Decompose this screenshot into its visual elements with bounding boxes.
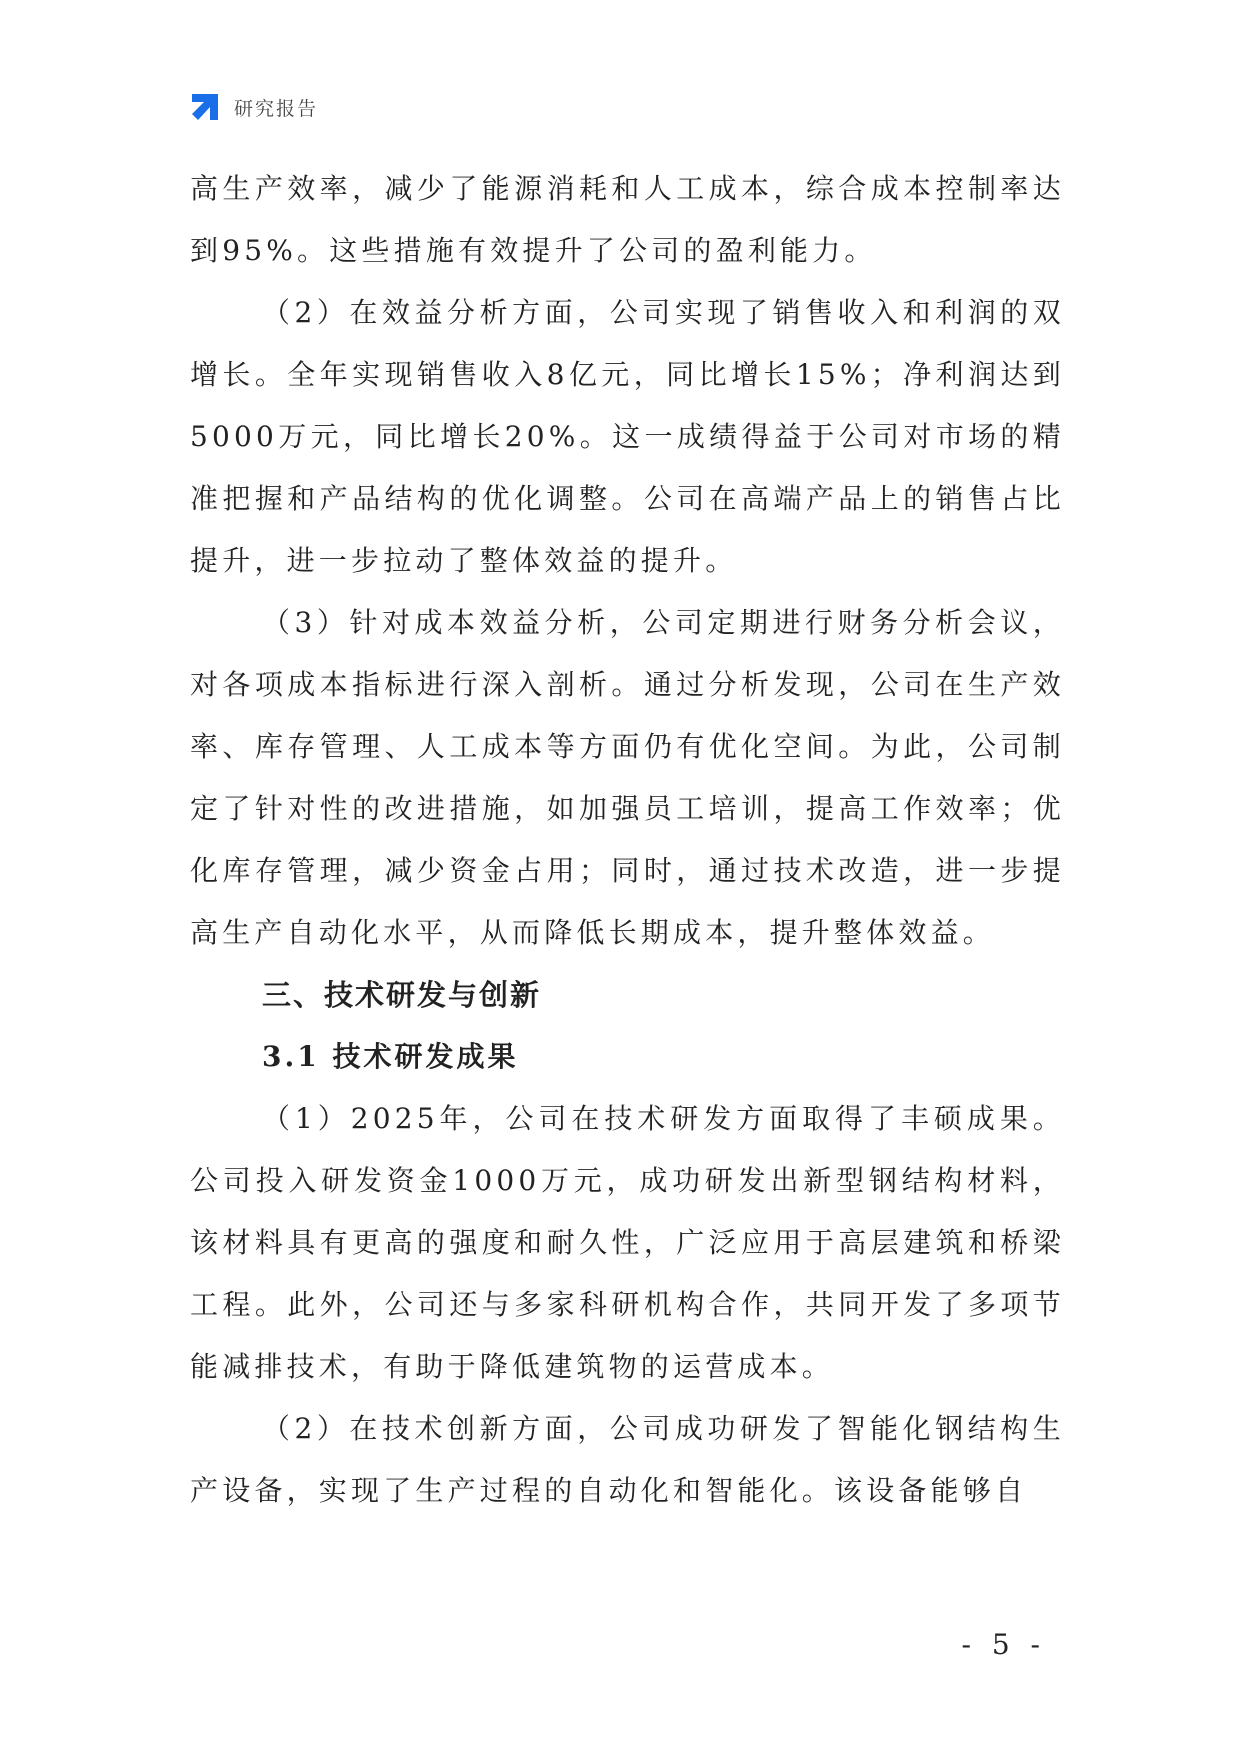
document-body	[190, 158, 1065, 1522]
paragraph-benefit-analysis: （2）在效益分析方面，公司实现了销售收入和利润的双增长。全年实现销售收入8亿元，同比增长15%；净利润达到5000万元，同比增长20%。这一成绩得益于公司对市场的精准把握和产品结构的优化调整。公司在高端产品上的销售占比提升，进一步拉动了整体效益的提升。	[190, 296, 1065, 577]
page-header	[190, 90, 318, 124]
header-title: 研究报告	[234, 97, 319, 120]
paragraph-cost-control-continued: 高生产效率，减少了能源消耗和人工成本，综合成本控制率达到95%。这些措施有效提升了公司的盈利能力。	[190, 172, 1065, 267]
diagonal-arrow-logo-icon	[190, 92, 220, 122]
paragraph-cost-benefit-analysis: （3）针对成本效益分析，公司定期进行财务分析会议，对各项成本指标进行深入剖析。通过分析发现，公司在生产效率、库存管理、人工成本等方面仍有优化空间。为此，公司制定了针对性的改进措施，如加强员工培训，提高工作效率；优化库存管理，减少资金占用；同时，通过技术改造，进一步提高生产自动化水平，从而降低长期成本，提升整体效益。	[190, 606, 1065, 949]
page-number: - 5 -	[961, 1628, 1046, 1661]
paragraph-tech-innovation: （2）在技术创新方面，公司成功研发了智能化钢结构生产设备，实现了生产过程的自动化和智能化。该设备能够自	[190, 1412, 1065, 1507]
subsection-heading: 3.1 技术研发成果	[262, 1040, 519, 1073]
paragraph-rd-achievements: （1）2025年，公司在技术研发方面取得了丰硕成果。公司投入研发资金1000万元，成功研发出新型钢结构材料，该材料具有更高的强度和耐久性，广泛应用于高层建筑和桥梁工程。此外，公司还与多家科研机构合作，共同开发了多项节能减排技术，有助于降低建筑物的运营成本。	[190, 1102, 1065, 1383]
section-heading: 三、技术研发与创新	[262, 978, 542, 1012]
